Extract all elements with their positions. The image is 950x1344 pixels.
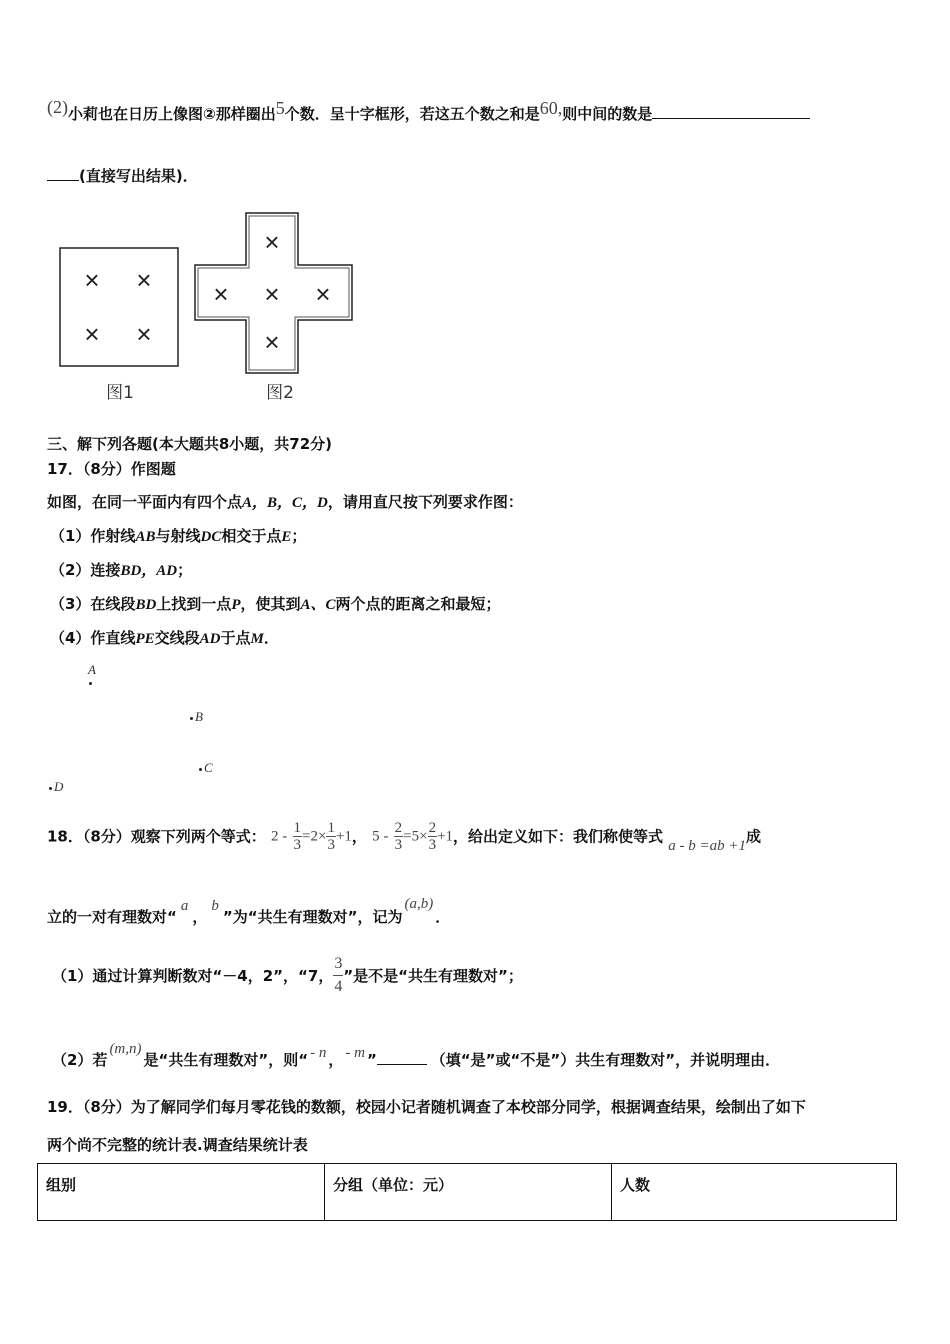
figure1-label: 图1 — [106, 383, 134, 403]
q19-line2: 两个尚不完整的统计表.调查结果统计表 — [47, 1136, 308, 1154]
q18-pair-ab: (a,b) — [404, 896, 434, 912]
q18-eq2-frac2 — [428, 820, 438, 853]
figure2-label: 图2 — [266, 383, 294, 403]
q17-item4-pe: PE — [135, 631, 155, 647]
q16-part2-line1 — [47, 97, 810, 124]
fig2-mark-top: × — [264, 227, 280, 257]
q17-item2-a: （2）连接 — [50, 561, 121, 579]
q18-eq2-frac1 — [394, 820, 404, 853]
q17-item4 — [50, 627, 279, 648]
point-a-dot — [89, 682, 92, 685]
q17-item2 — [50, 559, 192, 580]
q18-eq1-lead: 2 - — [271, 828, 288, 845]
q17-item3-p: P — [231, 597, 241, 613]
q18-part2-c: ” — [366, 1051, 377, 1069]
q18-eq2-lead: 5 - — [372, 828, 389, 845]
q18-sep: ， — [192, 908, 208, 926]
q18-eq1-mid: =2× — [302, 828, 327, 845]
q18-eq2-mid: =5× — [403, 828, 428, 845]
fig1-mark-tr: × — [136, 265, 152, 295]
q17-item3-bd: BD — [135, 597, 157, 613]
frac-den: 3 — [327, 837, 335, 853]
point-b-dot — [190, 717, 193, 720]
header-group: 组别 — [38, 1164, 325, 1221]
q16-line2-text: (直接写出结果)． — [79, 167, 198, 185]
section3-title: 三、解下列各题(本大题共8小题，共72分) — [47, 435, 333, 453]
q18-part2-a: （2）若 — [52, 1051, 108, 1069]
header-count: 人数 — [612, 1164, 897, 1221]
q18-cheng: 成 — [746, 827, 762, 846]
q16-part2-number: (2) — [47, 97, 68, 117]
point-a-label: A — [88, 662, 96, 677]
fig2-mark-left: × — [213, 279, 229, 309]
q19-line1: 19．（8分）为了解同学们每月零花钱的数额，校园小记者随机调查了本校部分同学，根据调查结果，绘制出了如下 — [47, 1098, 806, 1116]
q16-sixty: 60, — [539, 98, 563, 118]
q17-item1-dc: DC — [200, 529, 222, 545]
q18-part2-d: （填“是”或“不是”）共生有理数对”，并说明理由． — [430, 1051, 781, 1069]
q17-intro — [47, 491, 523, 512]
q18-comma: ， — [351, 827, 367, 846]
q17-item3-d: 两个点的距离之和最短； — [335, 595, 501, 613]
q17-item4-a: （4）作直线 — [50, 629, 136, 647]
fig1-mark-br: × — [136, 319, 152, 349]
q17-item1-a: （1）作射线 — [50, 527, 136, 545]
q18-neg-m: - m — [345, 1045, 365, 1061]
q17-item3 — [50, 593, 501, 614]
q18-head: 18．（8分）观察下列两个等式： — [47, 827, 266, 846]
q16-text1: 小莉也在日历上像图②那样圈出 — [68, 105, 276, 123]
q18-part1 — [52, 953, 523, 998]
frac-den: 3 — [394, 837, 403, 853]
q16-five: 5 — [275, 98, 285, 118]
q16-text2: 个数．呈十字框形，若这五个数之和是 — [284, 105, 540, 123]
q17-item2-b: ； — [177, 561, 193, 579]
frac-num: 1 — [293, 820, 302, 836]
q18-part1-b: ”是不是“共生有理数对”； — [343, 967, 523, 985]
frac-den: 3 — [428, 837, 437, 853]
q17-item1-e: E — [281, 529, 292, 545]
fig1-mark-bl: × — [84, 319, 100, 349]
point-b — [190, 709, 203, 725]
q18-pair-mn: (m,n) — [109, 1041, 142, 1057]
q17-item3-b: 上找到一点 — [156, 595, 232, 613]
q17-item4-m: M — [250, 631, 264, 647]
q18-eq1-tail: +1 — [335, 828, 352, 845]
q17-item1-d: ； — [291, 527, 307, 545]
q17-item4-ad: AD — [199, 631, 221, 647]
q18-part1-a: （1）通过计算判断数对“－4，2”，“7， — [52, 967, 334, 985]
point-c-label: C — [204, 760, 213, 775]
q18-after: ，给出定义如下：我们称使等式 — [453, 827, 664, 846]
q16-part2-line2 — [47, 165, 198, 186]
q17-item1-b: 与射线 — [155, 527, 201, 545]
q17-item4-c: 于点 — [220, 629, 251, 647]
q17-head: 17．（8分）作图题 — [47, 460, 176, 478]
q17-item3-ac: A、C — [300, 597, 336, 613]
q18-eq2-tail: +1 — [437, 828, 454, 845]
q18-line1 — [47, 820, 761, 853]
point-c — [199, 760, 213, 776]
frac-num: 2 — [428, 820, 437, 836]
calendar-figures — [50, 205, 370, 405]
survey-result-table — [37, 1163, 897, 1221]
frac-den: 3 — [293, 837, 302, 853]
q18-a: a — [180, 898, 189, 914]
q17-item4-b: 交线段 — [154, 629, 200, 647]
q18-b: b — [211, 898, 219, 914]
q18-part1-frac — [333, 953, 343, 998]
frac-num: 1 — [327, 820, 335, 836]
q18-neg-n: - n — [310, 1045, 327, 1061]
answer-blank-continued[interactable] — [47, 166, 79, 181]
q18-answer-blank[interactable] — [377, 1050, 427, 1065]
q18-part2 — [52, 1041, 781, 1070]
q17-intro-b: ，请用直尺按下列要求作图： — [327, 493, 523, 511]
q18-line2-a: 立的一对有理数对“ — [47, 908, 177, 926]
q17-item1-c: 相交于点 — [221, 527, 282, 545]
fig2-mark-bottom: × — [264, 327, 280, 357]
q18-period: ． — [435, 908, 451, 926]
q17-item3-c: ，使其到 — [240, 595, 301, 613]
point-c-dot — [199, 768, 202, 771]
q18-line2 — [47, 896, 451, 927]
figure1-square — [60, 248, 178, 366]
q18-part2-sep: ， — [328, 1051, 344, 1069]
q17-item2-points: BD，AD — [120, 563, 178, 579]
q17-item4-d: ． — [263, 629, 279, 647]
point-a — [88, 664, 96, 688]
point-d-dot — [49, 787, 52, 790]
point-d — [49, 779, 63, 795]
q17-intro-a: 如图，在同一平面内有四个点 — [47, 493, 243, 511]
q18-eq1-frac2 — [326, 820, 336, 853]
fig2-mark-center: × — [264, 279, 280, 309]
q18-eq1-frac1 — [293, 820, 303, 853]
q17-item3-a: （3）在线段 — [50, 595, 136, 613]
fig1-mark-tl: × — [84, 265, 100, 295]
table-header-row — [38, 1164, 897, 1221]
q18-part2-b: 是“共生有理数对”，则“ — [143, 1051, 309, 1069]
frac-num: 3 — [333, 953, 343, 976]
q17-item1-ab: AB — [135, 529, 156, 545]
frac-den: 4 — [334, 978, 343, 995]
answer-blank[interactable] — [652, 104, 810, 119]
fig2-mark-right: × — [315, 279, 331, 309]
q17-intro-points: A，B，C，D — [242, 495, 328, 511]
point-d-label: D — [54, 779, 64, 794]
point-b-label: B — [195, 709, 203, 724]
header-range: 分组（单位：元） — [325, 1164, 612, 1221]
q17-item1 — [50, 525, 306, 546]
q18-line2-b: ”为“共生有理数对”，记为 — [222, 908, 403, 926]
q16-text3: 则中间的数是 — [562, 105, 653, 123]
frac-num: 2 — [394, 820, 403, 836]
q18-formula: a - b =ab +1 — [668, 837, 747, 854]
